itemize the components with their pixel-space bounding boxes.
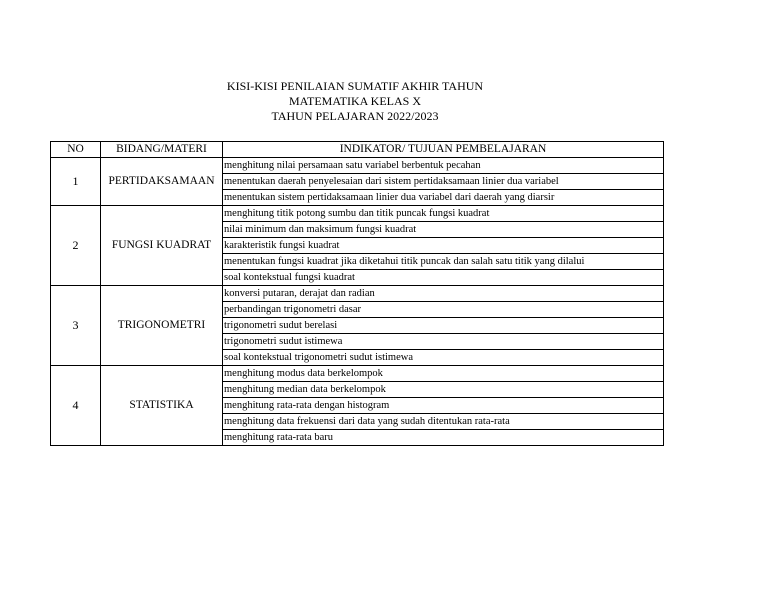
row-indikator: trigonometri sudut istimewa	[223, 334, 664, 350]
row-indikator: menghitung titik potong sumbu dan titik puncak fungsi kuadrat	[223, 206, 664, 222]
table-row	[51, 286, 664, 302]
title-line-2: MATEMATIKA KELAS X	[289, 94, 421, 108]
row-bidang: PERTIDAKSAMAAN	[101, 158, 223, 206]
header-indikator: INDIKATOR/ TUJUAN PEMBELAJARAN	[223, 142, 664, 158]
kisi-kisi-table	[50, 141, 664, 446]
title-line-1: KISI-KISI PENILAIAN SUMATIF AKHIR TAHUN	[226, 79, 484, 93]
row-number: 2	[51, 206, 101, 286]
row-indikator: menentukan fungsi kuadrat jika diketahui titik puncak dan salah satu titik yang dilalui	[223, 254, 664, 270]
row-bidang: STATISTIKA	[101, 366, 223, 446]
row-bidang: TRIGONOMETRI	[101, 286, 223, 366]
header-bidang: BIDANG/MATERI	[101, 142, 223, 158]
table-header-row	[51, 142, 664, 158]
table-row	[51, 206, 664, 222]
document-title	[0, 79, 710, 124]
row-indikator: soal kontekstual trigonometri sudut istimewa	[223, 350, 664, 366]
table-row	[51, 366, 664, 382]
row-number: 4	[51, 366, 101, 446]
row-indikator: nilai minimum dan maksimum fungsi kuadrat	[223, 222, 664, 238]
header-no: NO	[51, 142, 101, 158]
row-indikator: menentukan sistem pertidaksamaan linier dua variabel dari daerah yang diarsir	[223, 190, 664, 206]
row-indikator: karakteristik fungsi kuadrat	[223, 238, 664, 254]
row-number: 3	[51, 286, 101, 366]
row-indikator: menghitung data frekuensi dari data yang sudah ditentukan rata-rata	[223, 414, 664, 430]
row-number: 1	[51, 158, 101, 206]
row-indikator: menghitung modus data berkelompok	[223, 366, 664, 382]
row-indikator: trigonometri sudut berelasi	[223, 318, 664, 334]
row-indikator: perbandingan trigonometri dasar	[223, 302, 664, 318]
row-bidang: FUNGSI KUADRAT	[101, 206, 223, 286]
row-indikator: menentukan daerah penyelesaian dari sistem pertidaksamaan linier dua variabel	[223, 174, 664, 190]
row-indikator: soal kontekstual fungsi kuadrat	[223, 270, 664, 286]
row-indikator: menghitung nilai persamaan satu variabel berbentuk pecahan	[223, 158, 664, 174]
row-indikator: konversi putaran, derajat dan radian	[223, 286, 664, 302]
table-row	[51, 158, 664, 174]
row-indikator: menghitung median data berkelompok	[223, 382, 664, 398]
row-indikator: menghitung rata-rata baru	[223, 430, 664, 446]
title-line-3: TAHUN PELAJARAN 2022/2023	[271, 109, 439, 123]
row-indikator: menghitung rata-rata dengan histogram	[223, 398, 664, 414]
